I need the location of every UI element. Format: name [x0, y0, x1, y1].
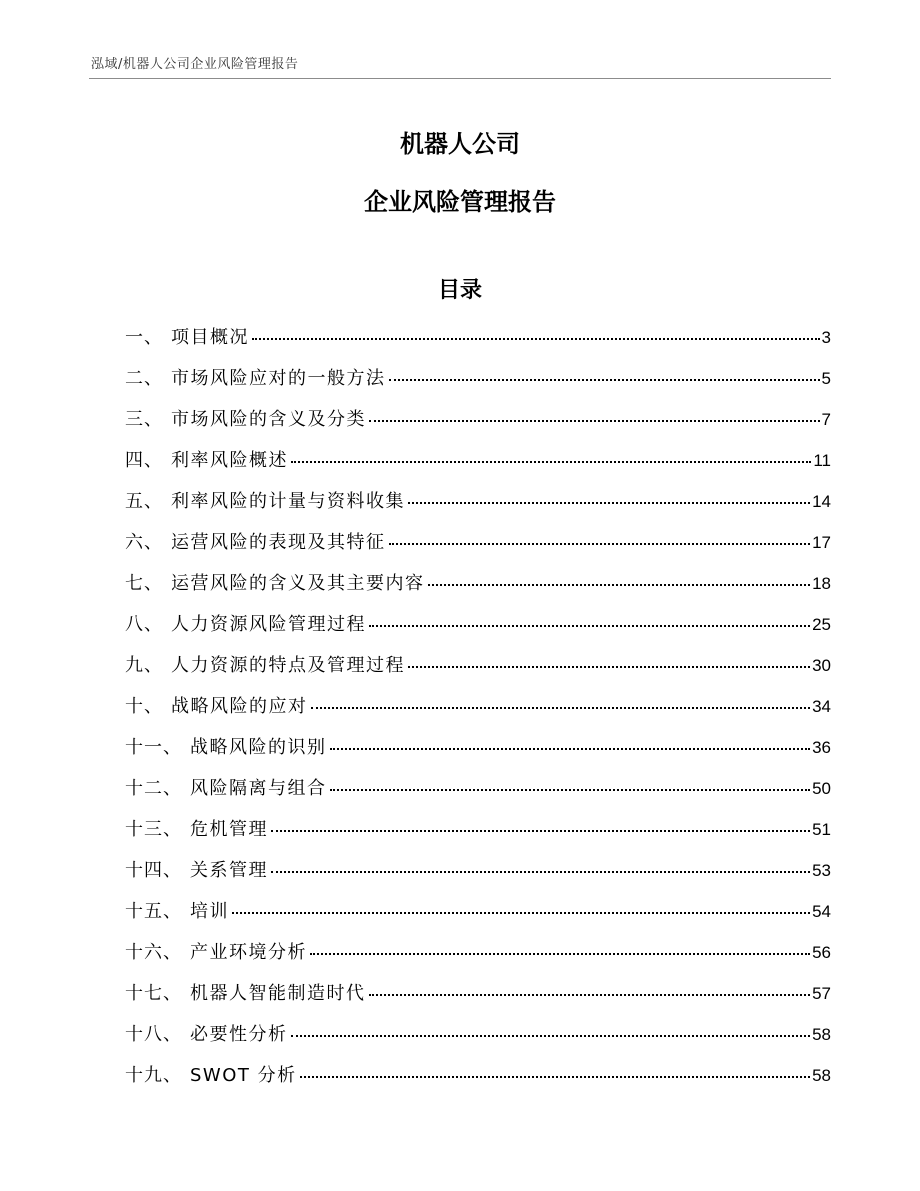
- toc-entry-page: 34: [812, 697, 831, 716]
- toc-dot-leader: [330, 789, 811, 791]
- toc-entry-page: 30: [812, 656, 831, 675]
- toc-entry-page: 58: [812, 1066, 831, 1085]
- toc-dot-leader: [271, 830, 810, 832]
- toc-dot-leader: [311, 707, 811, 709]
- toc-entry-title: 危机管理: [190, 819, 268, 840]
- toc-dot-leader: [389, 543, 811, 545]
- toc-entry[interactable]: [125, 485, 831, 526]
- toc-entry[interactable]: [125, 403, 831, 444]
- toc-entry-title: 市场风险的含义及分类: [171, 409, 366, 430]
- toc-entry[interactable]: [125, 649, 831, 690]
- toc-entry-title: 人力资源的特点及管理过程: [171, 655, 405, 676]
- toc-entry-number: 七、: [125, 573, 163, 594]
- toc-entry[interactable]: [125, 444, 831, 485]
- toc-entry-number: 十三、: [125, 819, 182, 840]
- toc-dot-leader: [389, 379, 820, 381]
- toc-entry[interactable]: [125, 936, 831, 977]
- table-of-contents: [125, 321, 831, 1100]
- toc-entry-title: 战略风险的识别: [190, 737, 327, 758]
- toc-dot-leader: [330, 748, 811, 750]
- toc-entry-page: 7: [821, 410, 831, 429]
- toc-entry-page: 51: [812, 820, 831, 839]
- toc-entry-title: 运营风险的含义及其主要内容: [171, 573, 425, 594]
- toc-entry-page: 3: [821, 328, 831, 347]
- toc-entry-number: 六、: [125, 532, 163, 553]
- toc-dot-leader: [408, 666, 810, 668]
- toc-dot-leader: [300, 1076, 810, 1078]
- toc-entry-title: SWOT 分析: [190, 1065, 297, 1086]
- toc-entry-number: 十六、: [125, 942, 182, 963]
- toc-dot-leader: [291, 1035, 811, 1037]
- toc-entry-number: 十九、: [125, 1065, 182, 1086]
- toc-entry-title: 人力资源风险管理过程: [171, 614, 366, 635]
- toc-entry-page: 5: [821, 369, 831, 388]
- header-divider: [89, 78, 831, 79]
- toc-entry-title: 利率风险概述: [171, 450, 288, 471]
- toc-entry[interactable]: [125, 526, 831, 567]
- toc-entry-number: 十五、: [125, 901, 182, 922]
- toc-entry-number: 十二、: [125, 778, 182, 799]
- document-title: 机器人公司: [400, 130, 520, 158]
- toc-entry[interactable]: [125, 608, 831, 649]
- toc-entry[interactable]: [125, 362, 831, 403]
- toc-entry-page: 50: [812, 779, 831, 798]
- toc-entry-number: 十一、: [125, 737, 182, 758]
- toc-entry-page: 17: [812, 533, 831, 552]
- toc-entry[interactable]: [125, 567, 831, 608]
- toc-entry-number: 十八、: [125, 1024, 182, 1045]
- toc-entry-page: 56: [812, 943, 831, 962]
- toc-dot-leader: [232, 912, 810, 914]
- toc-entry-page: 11: [813, 451, 831, 470]
- toc-entry-number: 十四、: [125, 860, 182, 881]
- toc-entry-page: 53: [812, 861, 831, 880]
- toc-entry-title: 培训: [190, 901, 229, 922]
- toc-entry-page: 25: [812, 615, 831, 634]
- toc-entry[interactable]: [125, 731, 831, 772]
- toc-entry[interactable]: [125, 895, 831, 936]
- toc-entry[interactable]: [125, 813, 831, 854]
- toc-entry[interactable]: [125, 321, 831, 362]
- toc-entry[interactable]: [125, 772, 831, 813]
- toc-entry-number: 二、: [125, 368, 163, 389]
- toc-entry-number: 十、: [125, 696, 163, 717]
- toc-entry[interactable]: [125, 690, 831, 731]
- toc-entry-title: 运营风险的表现及其特征: [171, 532, 386, 553]
- toc-entry-page: 58: [812, 1025, 831, 1044]
- toc-entry-title: 风险隔离与组合: [190, 778, 327, 799]
- toc-entry-title: 必要性分析: [190, 1024, 288, 1045]
- toc-entry[interactable]: [125, 977, 831, 1018]
- toc-entry-title: 利率风险的计量与资料收集: [171, 491, 405, 512]
- toc-entry-title: 机器人智能制造时代: [190, 983, 366, 1004]
- toc-entry-page: 36: [812, 738, 831, 757]
- toc-entry-title: 关系管理: [190, 860, 268, 881]
- running-header: 泓域/机器人公司企业风险管理报告: [91, 57, 299, 72]
- toc-entry[interactable]: [125, 854, 831, 895]
- toc-entry-title: 项目概况: [171, 327, 249, 348]
- toc-dot-leader: [428, 584, 811, 586]
- toc-dot-leader: [271, 871, 810, 873]
- toc-entry-number: 一、: [125, 327, 163, 348]
- toc-entry-page: 57: [812, 984, 831, 1003]
- toc-entry-page: 18: [812, 574, 831, 593]
- toc-entry-number: 五、: [125, 491, 163, 512]
- document-subtitle: 企业风险管理报告: [364, 188, 556, 216]
- toc-entry-title: 市场风险应对的一般方法: [171, 368, 386, 389]
- toc-entry-page: 54: [812, 902, 831, 921]
- toc-dot-leader: [291, 461, 811, 463]
- toc-entry-title: 战略风险的应对: [171, 696, 308, 717]
- toc-dot-leader: [369, 420, 820, 422]
- toc-heading: 目录: [437, 278, 482, 303]
- toc-entry-number: 十七、: [125, 983, 182, 1004]
- toc-dot-leader: [369, 994, 811, 996]
- toc-entry-number: 三、: [125, 409, 163, 430]
- toc-entry[interactable]: [125, 1018, 831, 1059]
- toc-entry[interactable]: [125, 1059, 831, 1100]
- toc-entry-number: 四、: [125, 450, 163, 471]
- toc-entry-title: 产业环境分析: [190, 942, 307, 963]
- toc-entry-number: 八、: [125, 614, 163, 635]
- toc-dot-leader: [252, 338, 820, 340]
- toc-entry-number: 九、: [125, 655, 163, 676]
- toc-dot-leader: [369, 625, 810, 627]
- toc-entry-page: 14: [812, 492, 831, 511]
- toc-dot-leader: [310, 953, 810, 955]
- toc-dot-leader: [408, 502, 810, 504]
